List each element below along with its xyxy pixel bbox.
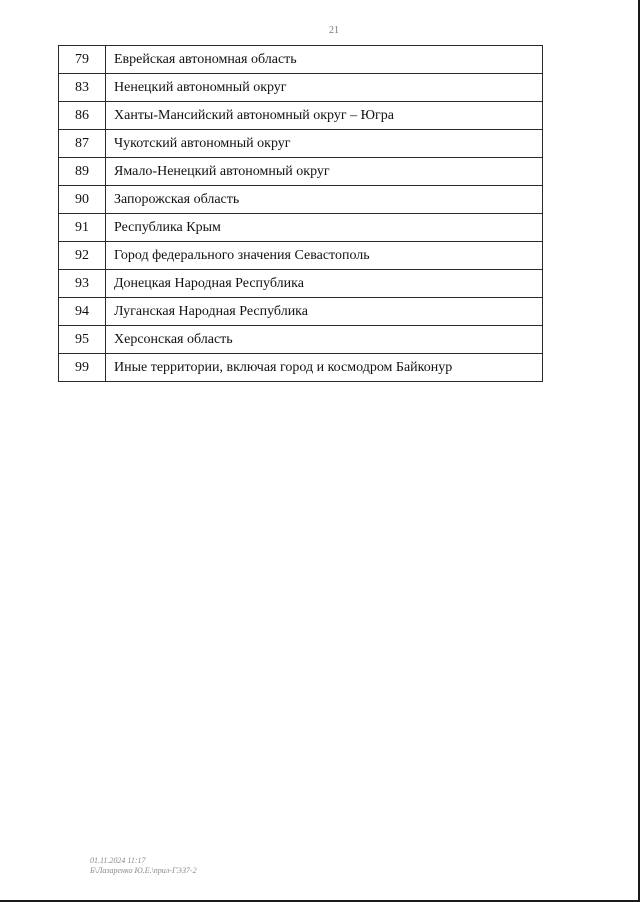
table-row	[59, 298, 543, 326]
region-code: 92	[59, 242, 106, 270]
regions-table	[58, 45, 543, 382]
region-name: Ямало-Ненецкий автономный округ	[106, 158, 543, 186]
region-code: 79	[59, 46, 106, 74]
region-name: Республика Крым	[106, 214, 543, 242]
region-name: Ненецкий автономный округ	[106, 74, 543, 102]
region-code: 83	[59, 74, 106, 102]
table-row	[59, 46, 543, 74]
region-name: Еврейская автономная область	[106, 46, 543, 74]
table-row	[59, 270, 543, 298]
footer-timestamp: 01.11.2024 11:17	[90, 856, 146, 865]
region-name: Город федерального значения Севастополь	[106, 242, 543, 270]
footer-stamp	[90, 856, 197, 876]
region-code: 91	[59, 214, 106, 242]
page-number: 21	[329, 25, 339, 36]
region-code: 86	[59, 102, 106, 130]
region-code: 95	[59, 326, 106, 354]
region-code: 87	[59, 130, 106, 158]
table-row	[59, 242, 543, 270]
region-code: 93	[59, 270, 106, 298]
table-row	[59, 130, 543, 158]
table-row	[59, 186, 543, 214]
table-row	[59, 74, 543, 102]
region-name: Чукотский автономный округ	[106, 130, 543, 158]
region-name: Луганская Народная Республика	[106, 298, 543, 326]
region-code: 99	[59, 354, 106, 382]
region-name: Ханты-Мансийский автономный округ – Югра	[106, 102, 543, 130]
region-code: 90	[59, 186, 106, 214]
region-name: Донецкая Народная Республика	[106, 270, 543, 298]
table-row	[59, 102, 543, 130]
region-name: Иные территории, включая город и космодром Байконур	[106, 354, 543, 382]
region-name: Запорожская область	[106, 186, 543, 214]
region-code: 94	[59, 298, 106, 326]
region-code: 89	[59, 158, 106, 186]
table-row	[59, 354, 543, 382]
table-row	[59, 326, 543, 354]
footer-document-path: Б\Лазаренко Ю.Е.\прил-ГЭЗ7-2	[90, 866, 197, 875]
table-row	[59, 158, 543, 186]
table-row	[59, 214, 543, 242]
region-name: Херсонская область	[106, 326, 543, 354]
